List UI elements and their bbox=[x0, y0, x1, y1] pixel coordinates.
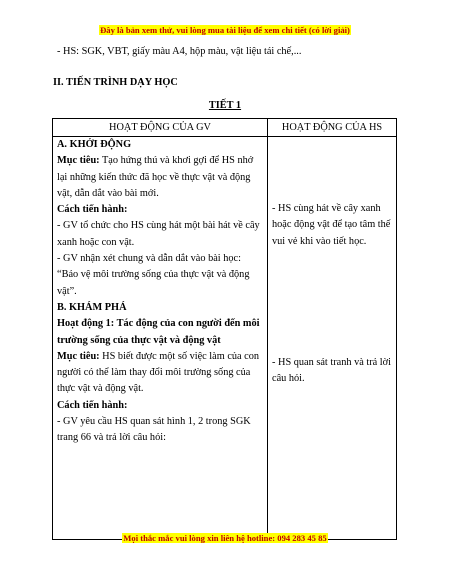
table-row bbox=[53, 137, 397, 540]
section-b-goal: Mục tiêu: HS biết được một số việc làm của con người có thể làm thay đổi môi trường sống của thực vật và động vật. bbox=[57, 350, 260, 395]
section-b-title: B. KHÁM PHÁ bbox=[57, 301, 127, 313]
section-a-method-label: Cách tiến hành: bbox=[57, 204, 128, 216]
section-a-title: A. KHỞI ĐỘNG bbox=[57, 139, 132, 150]
materials-line: - HS: SGK, VBT, giấy màu A4, hộp màu, vật liệu tái chế,... bbox=[57, 46, 302, 57]
hotline-banner bbox=[0, 533, 450, 544]
student-activity-cell bbox=[268, 137, 397, 540]
activity-table bbox=[52, 118, 397, 540]
activity-1-title: Hoạt động 1: Tác động của con người đến môi trường sống của thực vật và động vật bbox=[57, 318, 260, 346]
hotline-banner-text: Mọi thắc mắc vui lòng xin liên hệ hotline: 094 283 45 85 bbox=[123, 533, 327, 543]
preview-banner bbox=[0, 25, 450, 36]
section-a-step-1: - GV tổ chức cho HS cùng hát một bài hát về cây xanh hoặc con vật. bbox=[57, 220, 260, 248]
section-b-method-label: Cách tiến hành: bbox=[57, 399, 128, 411]
header-teacher-activity: HOẠT ĐỘNG CỦA GV bbox=[53, 119, 268, 137]
table-header-row bbox=[53, 119, 397, 137]
section-title: II. TIẾN TRÌNH DẠY HỌC bbox=[53, 77, 178, 88]
section-a-goal: Mục tiêu: Tạo hứng thú và khơi gợi để HS nhớ lại những kiến thức đã học về thực vật và động vật, dẫn dắt vào bài mới. bbox=[57, 155, 254, 199]
teacher-activity-cell bbox=[53, 137, 268, 540]
section-b-step-1: - GV yêu cầu HS quan sát hình 1, 2 trong SGK trang 66 và trả lời câu hỏi: bbox=[57, 416, 251, 444]
student-item-2: - HS quan sát tranh và trả lời câu hỏi. bbox=[272, 356, 391, 385]
lesson-title: TIẾT 1 bbox=[208, 100, 242, 111]
section-a-quote: “Bảo vệ môi trường sống của thực vật và động vật”. bbox=[57, 269, 250, 297]
student-item-1: - HS cùng hát về cây xanh hoặc động vật để tạo tâm thế vui vẻ khi vào tiết học. bbox=[272, 203, 391, 247]
header-student-activity: HOẠT ĐỘNG CỦA HS bbox=[268, 119, 397, 137]
preview-banner-text: Đây là bản xem thử, vui lòng mua tài liệu để xem chi tiết (có lời giải) bbox=[100, 25, 350, 35]
section-a-step-2: - GV nhận xét chung và dẫn dắt vào bài học: bbox=[57, 253, 241, 265]
